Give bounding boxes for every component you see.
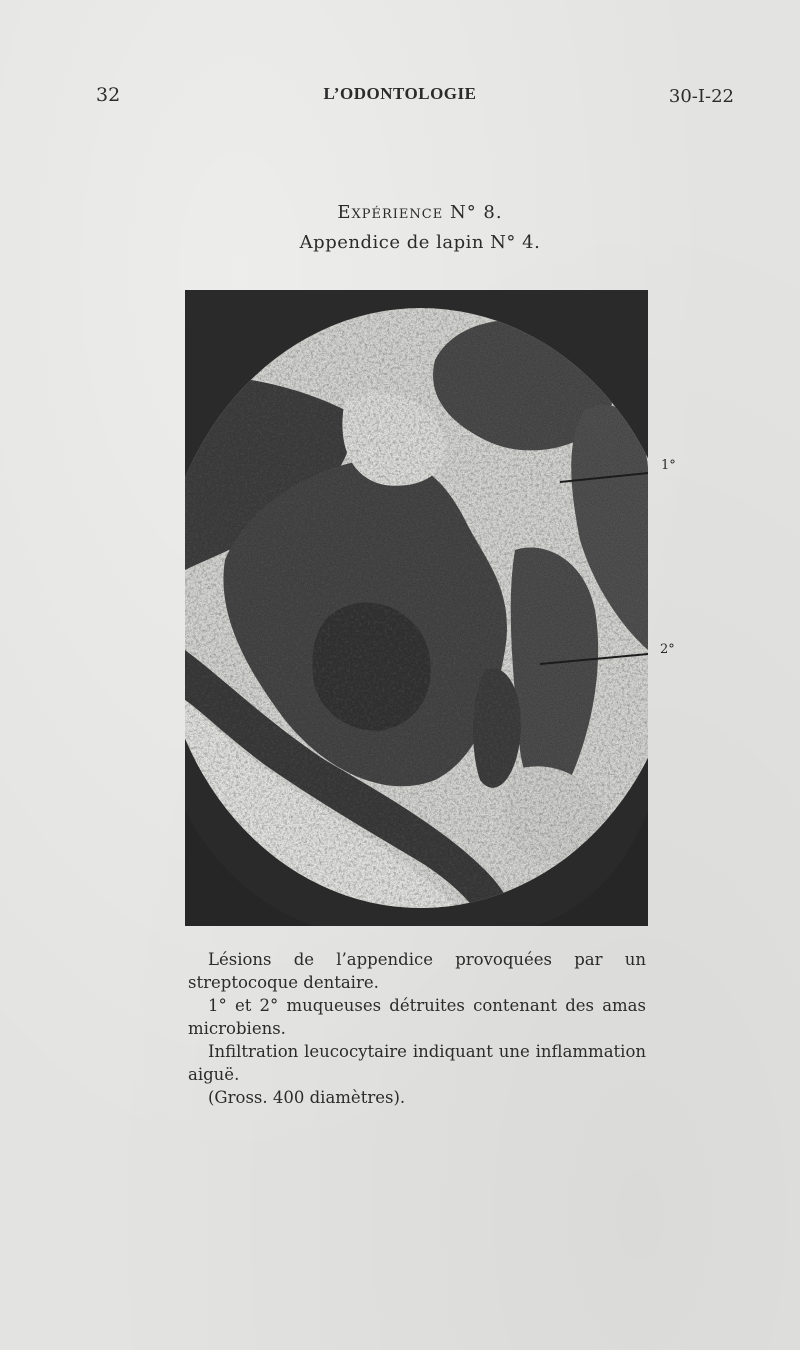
running-head: [0, 84, 800, 108]
figure-caption: [188, 948, 646, 1109]
figure-label-2: 2°: [660, 642, 675, 657]
experiment-title: Expérience N° 8.: [337, 202, 503, 223]
caption-line-4: (Gross. 400 diamètres).: [208, 1088, 406, 1107]
caption-line-3: Infiltration leucocytaire indiquant une inflammation aiguë.: [188, 1042, 646, 1084]
caption-line-2: 1° et 2° muqueuses détruites contenant des amas microbiens.: [188, 996, 646, 1038]
micrograph-plate: [185, 290, 648, 926]
page-number: 32: [96, 84, 121, 106]
experiment-subtitle: Appendice de lapin N° 4.: [299, 232, 541, 253]
figure-label-1: 1°: [661, 458, 676, 473]
micrograph-image: [185, 290, 648, 926]
issue-date: 30-I-22: [668, 86, 734, 107]
caption-line-1: Lésions de l’appendice provoquées par un streptocoque dentaire.: [188, 950, 646, 992]
journal-title: L’ODONTOLOGIE: [323, 84, 477, 103]
